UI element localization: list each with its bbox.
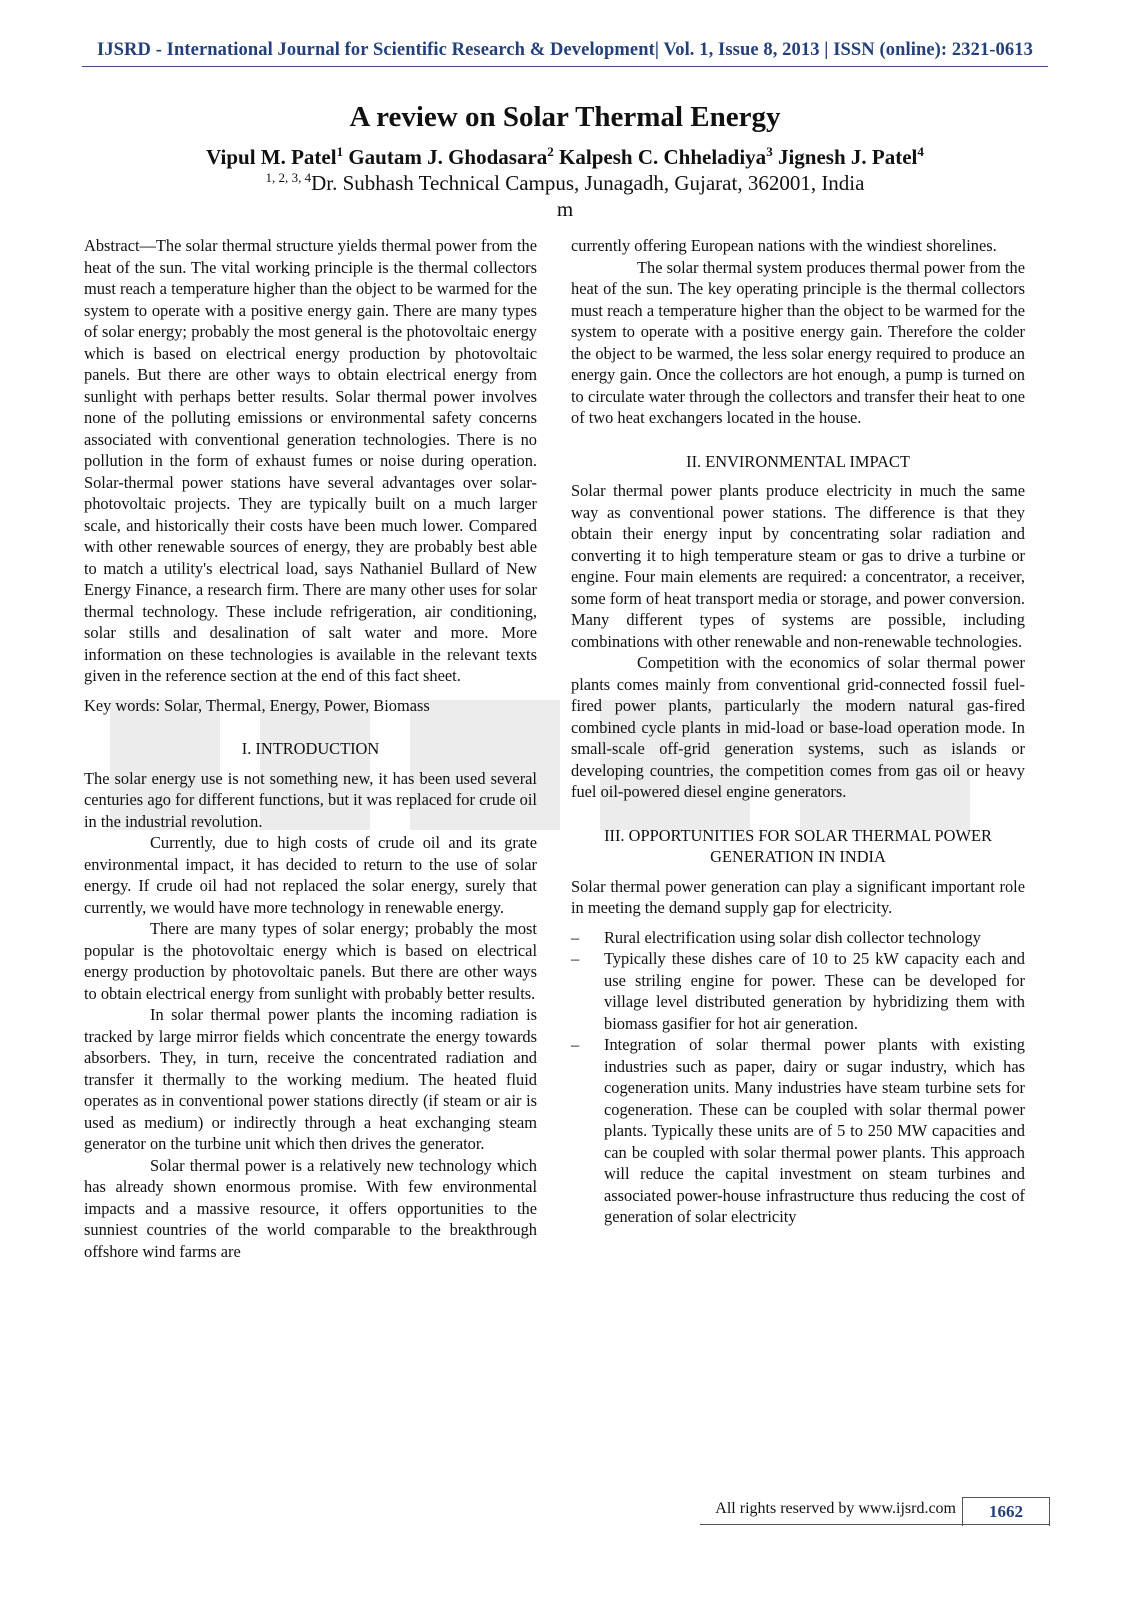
page-number: 1662	[962, 1497, 1050, 1526]
body-paragraph: Competition with the economics of solar thermal power plants comes mainly from conventional grid-connected fossil fuel-fired power plants, particularly the modern natural gas-fired combined cycle plants in mid-load or base-load operation mode. In small-scale off-grid generation systems, such as islands or developing countries, the competition comes from gas oil or heavy fuel oil-powered diesel engine generators.	[571, 653, 1025, 801]
author-superscript: 4	[917, 144, 924, 159]
body-paragraph: The solar energy use is not something new, it has been used several centuries ago for different functions, but it was replaced for crude oil in the industrial revolution.	[84, 768, 537, 831]
dash-bullet: –	[571, 927, 580, 947]
body-paragraph: Solar thermal power plants produce electricity in much the same way as conventional power stations. The difference is that they obtain their energy input by concentrating solar radiation and converting it to high temperature steam or gas to drive a turbine or engine. Four main elements are required: a concentrator, a receiver, some form of heat transport media or storage, and power conversion. Many different types of systems are possible, including combinations with other renewable and non-renewable technologies.	[571, 481, 1025, 651]
dash-bullet: –	[571, 949, 580, 968]
list-item	[571, 927, 1025, 949]
author-name: Jignesh J. Patel	[777, 145, 918, 169]
body-paragraph: The solar thermal system produces thermal power from the heat of the sun. The key operating principle is the thermal collectors must reach a temperature higher than the object to be warmed for the system to operate with a positive energy gain. Therefore the colder the object to be warmed, the less solar energy required to produce an energy gain. Once the collectors are hot enough, a pump is turned on to circulate water through the collectors and transfer their heat to one of two heat exchangers located in the house.	[571, 257, 1025, 427]
footer-rights: All rights reserved by www.ijsrd.com	[715, 1500, 956, 1517]
author-name: Gautam J. Ghodasara	[348, 145, 548, 169]
section-heading-environmental-impact: II. ENVIRONMENTAL IMPACT	[686, 451, 910, 471]
body-paragraph: There are many types of solar energy; probably the most popular is the photovoltaic energy which is based on electrical energy production by photovoltaic panels. But there are other ways to obtain electrical energy from sunlight with probably better results.	[84, 919, 537, 1003]
journal-header: IJSRD - International Journal for Scientific Research & Development| Vol. 1, Issue 8, 2013 | ISSN (online): 2321-0613	[97, 40, 1033, 60]
body-paragraph: Currently, due to high costs of crude oil and its grate environmental impact, it has decided to return to the use of solar energy. If crude oil had not replaced the solar energy, surely that currently, we would have more technology in renewable energy.	[84, 833, 537, 917]
section-heading-opportunities: III. OPPORTUNITIES FOR SOLAR THERMAL POWER GENERATION IN INDIA	[604, 825, 992, 866]
list-item-text: Rural electrification using solar dish collector technology	[604, 927, 981, 947]
header-divider	[82, 66, 1048, 67]
dash-bullet: –	[571, 1035, 580, 1054]
author-superscript: 2	[547, 144, 554, 159]
keywords-line: Key words: Solar, Thermal, Energy, Power, Biomass	[84, 695, 430, 715]
author-list	[82, 144, 1048, 170]
affiliation-text: Dr. Subhash Technical Campus, Junagadh, Gujarat, 362001, India	[311, 171, 865, 195]
paper-title: A review on Solar Thermal Energy	[349, 101, 781, 133]
right-column	[571, 235, 1025, 1228]
affiliation	[82, 170, 1048, 196]
body-paragraph: currently offering European nations with the windiest shorelines.	[571, 236, 997, 255]
list-item-text: Integration of solar thermal power plants with existing industries such as paper, dairy or sugar industry, which has cogeneration units. Many industries have steam turbine sets for cogeneration. These can be coupled with solar thermal power plants. Typically these units are of 5 to 250 MW capacities and can be coupled with solar thermal power plants. This approach will reduce the capital investment on steam turbines and associated power-house infrastructure thus reducing the cost of generation of solar electricity	[604, 1035, 1025, 1226]
opportunities-list	[571, 927, 1025, 1228]
body-paragraph: Solar thermal power generation can play a significant important role in meeting the demand supply gap for electricity.	[571, 876, 1025, 917]
body-paragraph: Solar thermal power is a relatively new technology which has already shown enormous promise. With few environmental impacts and a massive resource, it offers opportunities to the sunniest countries of the world comparable to the breakthrough offshore wind farms are	[84, 1155, 537, 1261]
affiliation-line-2: m	[556, 197, 574, 221]
section-heading-introduction: I. INTRODUCTION	[241, 739, 380, 758]
affiliation-superscript: 1, 2, 3, 4	[265, 170, 312, 185]
list-item	[571, 948, 1025, 1034]
abstract-paragraph: Abstract—The solar thermal structure yields thermal power from the heat of the sun. The vital working principle is the thermal collectors must reach a temperature higher than the object to be warmed for the system to operate with a positive energy gain. There are many types of solar energy; probably the most general is the photovoltaic energy which is based on electrical energy production by photovoltaic panels. But there are other ways to obtain electrical energy from sunlight with perhaps better results. Solar thermal power involves none of the polluting emissions or environmental safety concerns associated with conventional generation technologies. There is no pollution in the form of exhaust fumes or noise during operation. Solar-thermal power stations have several advantages over solar-photovoltaic projects. They are typically built on a much larger scale, and historically their costs have been much lower. Compared with other renewable sources of energy, they are probably best able to match a utility's electrical load, says Nathaniel Bullard of New Energy Finance, a research firm. There are many other uses for solar thermal technology. These include refrigeration, air conditioning, solar stills and desalination of salt water and more. More information on these technologies is available in the relevant texts given in the reference section at the end of this fact sheet.	[84, 236, 537, 685]
author-superscript: 3	[766, 144, 773, 159]
list-item	[571, 1034, 1025, 1228]
author-name: Kalpesh C. Chheladiya	[559, 145, 767, 169]
left-column	[84, 235, 537, 1262]
list-item-text: Typically these dishes care of 10 to 25 kW capacity each and use striling engine for power. These can be developed for village level distributed generation by hybridizing them with biomass gasifier for hot air generation.	[604, 949, 1025, 1033]
body-paragraph: In solar thermal power plants the incoming radiation is tracked by large mirror fields which concentrate the energy towards absorbers. They, in turn, receive the concentrated radiation and transfer it thermally to the working medium. The heated fluid operates as in conventional power stations directly (if steam or air is used as medium) or indirectly through a heat exchanging steam generator on the turbine unit which then drives the generator.	[84, 1005, 537, 1153]
author-superscript: 1	[336, 144, 344, 159]
author-name: Vipul M. Patel	[206, 145, 337, 169]
